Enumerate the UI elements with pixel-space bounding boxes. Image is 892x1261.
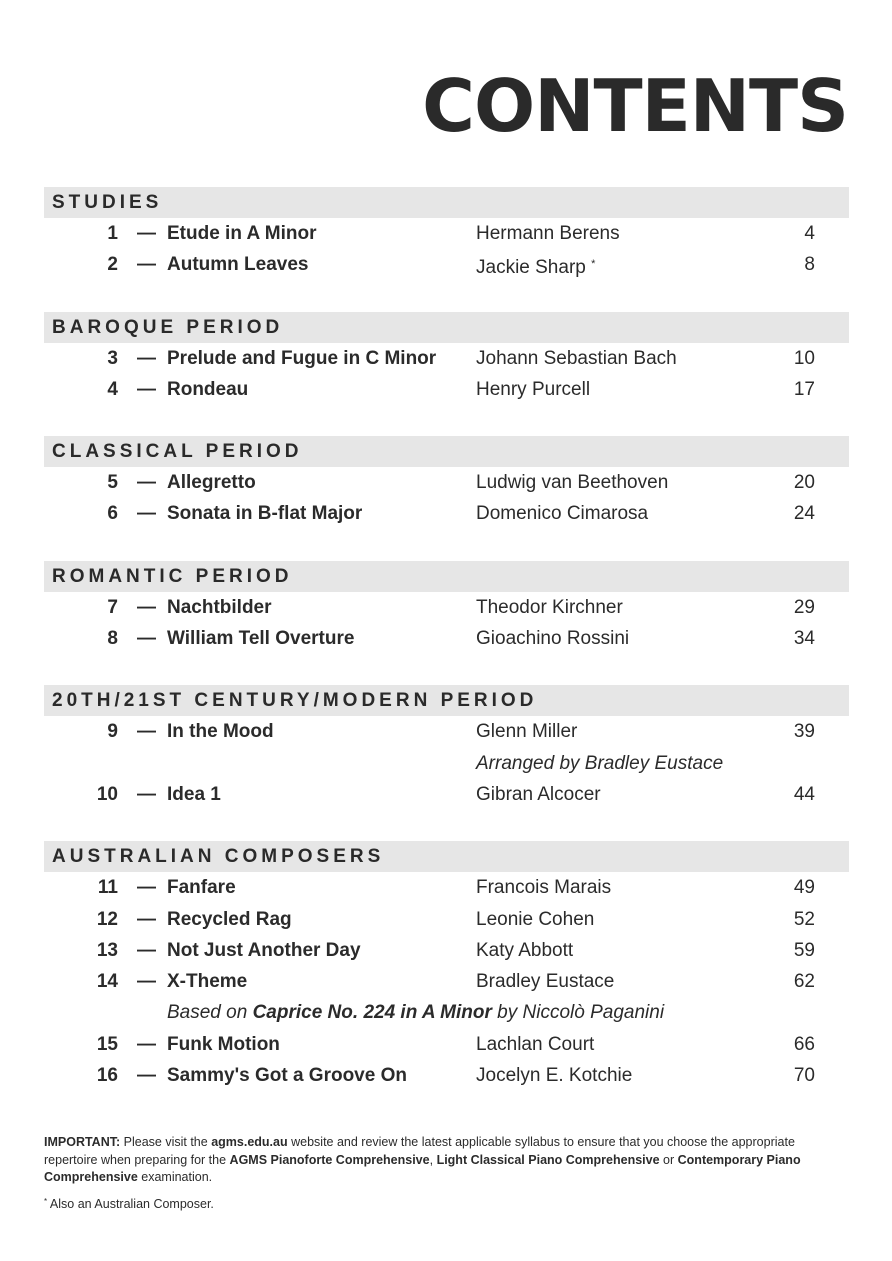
piece-title: Allegretto [167, 472, 256, 494]
toc-entry [44, 592, 849, 623]
entry-number: 8 [107, 628, 118, 650]
based-on-title: Caprice No. 224 in A Minor [252, 1002, 492, 1024]
composer-name-text: Glenn Miller [476, 721, 578, 743]
composer-name [476, 374, 590, 405]
entry-number: 13 [96, 939, 118, 961]
composer-name [476, 1060, 632, 1091]
website-link[interactable]: agms.edu.au [211, 1135, 288, 1149]
important-text: Please visit the [123, 1135, 208, 1149]
exam-name: Contemporary Piano Comprehensive [44, 1152, 801, 1184]
composer-name [476, 623, 629, 654]
entry-dash: — [137, 1065, 156, 1087]
important-text: examination. [141, 1170, 213, 1184]
composer-name-text: Henry Purcell [476, 378, 591, 400]
entry-number: 16 [96, 1065, 118, 1087]
section-heading: STUDIES [44, 187, 849, 218]
toc-entry [44, 343, 849, 374]
arranger-text: Arranged by Bradley Eustace [476, 752, 724, 774]
composer-name [476, 218, 620, 249]
entry-dash: — [137, 783, 156, 805]
piece-title: Nachtbilder [167, 596, 272, 618]
entry-number: 5 [107, 472, 118, 494]
composer-name [476, 716, 577, 747]
section [44, 436, 849, 530]
page-number: 29 [793, 596, 815, 618]
composer-name [476, 467, 668, 498]
contents-list [44, 187, 849, 1122]
composer-name [476, 498, 648, 529]
footnote-text: Also an Australian Composer. [49, 1197, 214, 1211]
composer-name [476, 343, 677, 374]
section-heading: 20TH/21ST CENTURY/MODERN PERIOD [44, 685, 849, 716]
entry-dash: — [137, 223, 156, 244]
composer-name-text: Ludwig van Beethoven [476, 472, 669, 494]
based-on-note [44, 997, 849, 1028]
composer-name-text: Hermann Berens [476, 223, 620, 244]
page-number: 52 [793, 908, 815, 930]
page-number: 10 [793, 347, 815, 369]
composer-name [476, 904, 594, 935]
composer-name-text: Domenico Cimarosa [476, 503, 649, 525]
composer-name [476, 1029, 594, 1060]
toc-entry [44, 467, 849, 498]
piece-title: Autumn Leaves [167, 254, 309, 276]
australian-marker: * [591, 258, 596, 271]
piece-title: Rondeau [167, 378, 249, 400]
piece-title: Not Just Another Day [167, 939, 361, 961]
section [44, 685, 849, 810]
composer-name-text: Johann Sebastian Bach [476, 347, 677, 369]
section-heading: ROMANTIC PERIOD [44, 561, 849, 592]
composer-name-text: Gibran Alcocer [476, 783, 601, 805]
entry-dash: — [137, 503, 156, 525]
piece-title: William Tell Overture [167, 628, 355, 650]
entry-number: 14 [96, 971, 118, 993]
composer-name-text: Gioachino Rossini [476, 628, 630, 650]
section-heading: CLASSICAL PERIOD [44, 436, 849, 467]
toc-entry [44, 249, 849, 280]
composer-name-text: Lachlan Court [476, 1033, 595, 1055]
toc-entry [44, 779, 849, 810]
toc-entry [44, 1060, 849, 1091]
based-on-text [167, 997, 664, 1028]
toc-entry [44, 1029, 849, 1060]
page-number: 59 [793, 939, 815, 961]
piece-title: Recycled Rag [167, 908, 292, 930]
piece-title: Funk Motion [167, 1033, 280, 1055]
important-text: website and review the latest applicable syllabus to ensure that you choose the appropriate repertoire when preparing for the [44, 1135, 795, 1167]
exam-name: AGMS Pianoforte Comprehensive [229, 1152, 430, 1167]
toc-entry [44, 872, 849, 903]
toc-entry [44, 716, 849, 747]
piece-title: Sonata in B-flat Major [167, 503, 363, 525]
toc-entry [44, 904, 849, 935]
composer-name-text: Katy Abbott [476, 939, 574, 961]
composer-name-text: Francois Marais [476, 877, 612, 899]
page-number: 20 [793, 472, 815, 494]
entry-dash: — [137, 596, 156, 618]
entry-number: 10 [96, 783, 118, 805]
page-number: 49 [793, 877, 815, 899]
entry-number: 12 [96, 908, 118, 930]
footnote [44, 1197, 214, 1211]
important-text: or [663, 1152, 675, 1167]
section-heading: AUSTRALIAN COMPOSERS [44, 841, 849, 872]
entry-dash: — [137, 628, 156, 650]
entry-dash: — [137, 721, 156, 743]
arranger-note [44, 748, 849, 779]
composer-name [476, 935, 573, 966]
entry-number: 7 [107, 596, 118, 618]
important-text: , [429, 1152, 434, 1167]
based-on-suffix: by Niccolò Paganini [497, 1002, 665, 1024]
piece-title: Idea 1 [167, 783, 221, 805]
section-heading: BAROQUE PERIOD [44, 312, 849, 343]
entry-dash: — [137, 1033, 156, 1055]
toc-entry [44, 218, 849, 249]
entry-number: 2 [107, 254, 118, 276]
composer-name [476, 779, 601, 810]
toc-entry [44, 935, 849, 966]
entry-dash: — [137, 347, 156, 369]
section [44, 187, 849, 281]
entry-number: 3 [107, 347, 118, 369]
important-notice [44, 1134, 804, 1187]
page-title: CONTENTS [422, 64, 848, 148]
section [44, 312, 849, 406]
page-number: 70 [793, 1065, 815, 1087]
page-number: 17 [793, 378, 815, 400]
entry-number: 9 [107, 721, 118, 743]
piece-title: Prelude and Fugue in C Minor [167, 347, 437, 369]
composer-name-text: Leonie Cohen [476, 908, 595, 930]
entry-dash: — [137, 877, 156, 899]
composer-name-text: Theodor Kirchner [476, 596, 623, 618]
page-number: 62 [793, 971, 815, 993]
page-number: 34 [793, 628, 815, 650]
entry-number: 11 [97, 877, 118, 899]
page-number: 39 [793, 721, 815, 743]
page-number: 8 [804, 254, 815, 276]
piece-title: Fanfare [167, 877, 236, 899]
exam-name: Light Classical Piano Comprehensive [436, 1152, 660, 1167]
toc-entry [44, 623, 849, 654]
entry-number: 1 [107, 223, 118, 244]
piece-title: Etude in A Minor [167, 223, 317, 244]
based-on-prefix: Based on [167, 1002, 248, 1024]
entry-number: 6 [107, 503, 118, 525]
footnote-mark: * [44, 1197, 48, 1206]
composer-name [476, 249, 595, 283]
piece-title: Sammy's Got a Groove On [167, 1065, 407, 1087]
page-number: 4 [804, 223, 815, 244]
entry-dash: — [137, 472, 156, 494]
composer-name [476, 872, 611, 903]
entry-dash: — [137, 971, 156, 993]
piece-title: X-Theme [167, 971, 248, 993]
piece-title: In the Mood [167, 721, 274, 743]
page-number: 44 [793, 783, 815, 805]
composer-name [476, 592, 623, 623]
page-number: 24 [793, 503, 815, 525]
section [44, 561, 849, 655]
entry-dash: — [137, 908, 156, 930]
composer-name [476, 966, 614, 997]
entry-number: 15 [96, 1033, 118, 1055]
entry-dash: — [137, 939, 156, 961]
toc-entry [44, 498, 849, 529]
section [44, 841, 849, 1091]
composer-name-text: Jocelyn E. Kotchie [476, 1065, 633, 1087]
composer-name-text: Bradley Eustace [476, 971, 615, 993]
entry-dash: — [137, 378, 156, 400]
entry-dash: — [137, 254, 156, 276]
toc-entry [44, 374, 849, 405]
important-label: IMPORTANT: [44, 1135, 121, 1149]
entry-number: 4 [107, 378, 118, 400]
toc-entry [44, 966, 849, 997]
composer-name-text: Jackie Sharp [476, 257, 586, 279]
page-number: 66 [793, 1033, 815, 1055]
